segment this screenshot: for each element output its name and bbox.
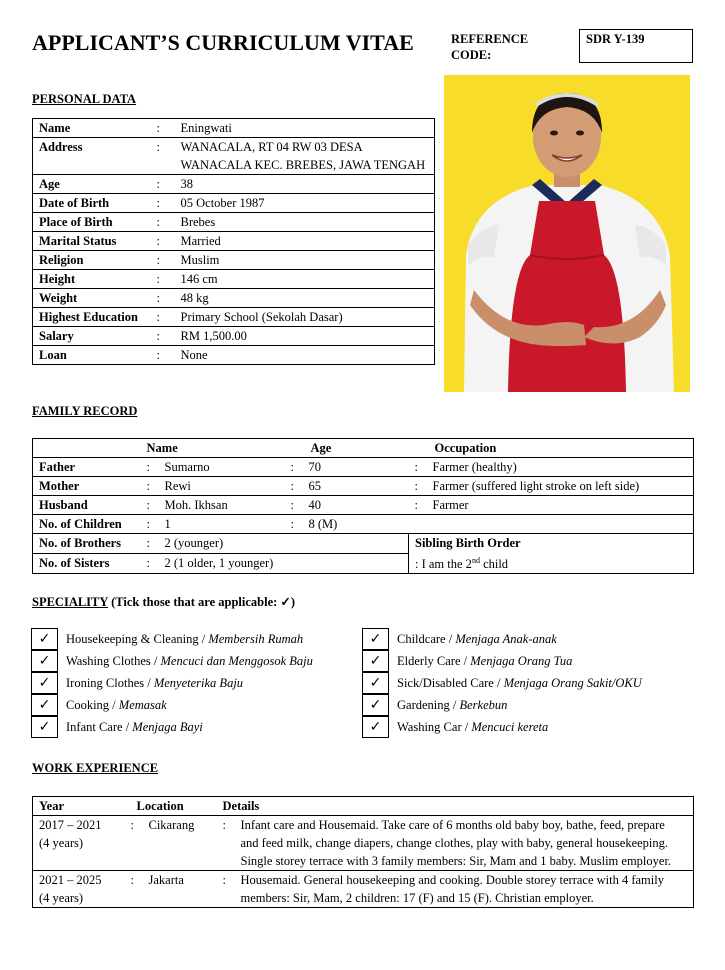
checkbox-checked[interactable]	[362, 694, 389, 716]
work-row	[33, 871, 694, 908]
reference-code-label: REFERENCE CODE:	[451, 32, 529, 62]
checkbox-checked[interactable]	[362, 628, 389, 650]
checkbox-checked[interactable]	[31, 650, 58, 672]
family-row-mother: Mother : Rewi : 65 : Farmer (suffered light stroke on left side)	[33, 477, 694, 496]
work-col-year: Year	[33, 797, 131, 816]
personal-colon: :	[157, 119, 175, 138]
personal-key: Place of Birth	[33, 213, 157, 232]
speciality-ms: Membersih Rumah	[208, 631, 304, 646]
work-location: Cikarang	[149, 816, 223, 871]
speciality-ms: Menyeterika Baju	[153, 675, 244, 690]
personal-row	[33, 327, 435, 346]
speciality-en: Sick/Disabled Care /	[397, 675, 504, 690]
speciality-label	[66, 654, 313, 669]
work-row	[33, 816, 694, 871]
personal-colon: :	[157, 251, 175, 270]
family-row-children: No. of Children : 1 : 8 (M)	[33, 515, 694, 534]
personal-row	[33, 270, 435, 289]
personal-key: Religion	[33, 251, 157, 270]
check-icon: ✓	[369, 653, 382, 669]
family-occupation: Farmer (healthy)	[427, 458, 694, 477]
personal-colon: :	[157, 289, 175, 308]
checkbox-checked[interactable]	[31, 672, 58, 694]
sibling-order-prefix: : I am the 2	[415, 557, 472, 572]
sibling-order-sup: nd	[471, 556, 480, 565]
work-details: Infant care and Housemaid. Take care of 6 months old baby boy, bathe, feed, prepare and feed milk, change diapers, change clothes, play with baby, general housekeeping. Single storey terrace with 3 family members: Sir, Mam and 1 baby. Muslim employer.	[241, 816, 694, 871]
personal-row	[33, 213, 435, 232]
personal-key: Height	[33, 270, 157, 289]
personal-value: None	[175, 346, 435, 365]
reference-code-value: SDR Y-139	[579, 29, 693, 63]
family-row-sisters: No. of Sisters : 2 (1 older, 1 younger)	[33, 554, 694, 574]
personal-key: Marital Status	[33, 232, 157, 251]
speciality-en: Infant Care /	[66, 719, 133, 734]
checkbox-checked[interactable]	[31, 694, 58, 716]
speciality-item	[362, 694, 507, 716]
speciality-heading: SPECIALITY	[32, 595, 108, 609]
personal-colon: :	[157, 175, 175, 194]
personal-value: Married	[175, 232, 435, 251]
personal-key: Age	[33, 175, 157, 194]
personal-value: Brebes	[175, 213, 435, 232]
sisters-value: 2 (1 older, 1 younger)	[159, 554, 409, 574]
check-icon: ✓	[369, 631, 382, 647]
personal-key: Address	[33, 138, 157, 175]
personal-value: RM 1,500.00	[175, 327, 435, 346]
family-name: Moh. Ikhsan	[159, 496, 285, 515]
work-col-details: Details	[223, 797, 694, 816]
work-year: 2021 – 2025	[39, 873, 102, 887]
speciality-item	[31, 716, 203, 738]
work-year-cell	[33, 871, 131, 908]
speciality-heading-line	[32, 594, 295, 610]
work-details: Housemaid. General housekeeping and cooking. Double storey terrace with 4 family members: Sir, Mam, 2 children: 17 (F) and 15 (F). Christian employer.	[241, 871, 694, 908]
personal-data-table	[32, 118, 435, 365]
speciality-label	[397, 720, 548, 735]
speciality-ms: Memasak	[118, 697, 167, 712]
checkbox-checked[interactable]	[362, 672, 389, 694]
speciality-en: Elderly Care /	[397, 653, 471, 668]
speciality-label	[397, 676, 642, 691]
work-col-location: Location	[131, 797, 223, 816]
personal-row	[33, 346, 435, 365]
speciality-ms: Menjaga Orang Sakit/OKU	[503, 675, 642, 690]
work-duration: (4 years)	[39, 836, 84, 850]
speciality-en: Cooking /	[66, 697, 119, 712]
family-row-husband: Husband : Moh. Ikhsan : 40 : Farmer	[33, 496, 694, 515]
personal-row	[33, 251, 435, 270]
speciality-ms: Menjaga Anak-anak	[455, 631, 557, 646]
personal-colon: :	[157, 327, 175, 346]
family-label: No. of Sisters	[33, 554, 141, 574]
family-name: Rewi	[159, 477, 285, 496]
checkbox-checked[interactable]	[362, 650, 389, 672]
speciality-en: Housekeeping & Cleaning /	[66, 631, 209, 646]
applicant-photo	[444, 75, 690, 392]
work-colon: :	[131, 816, 149, 871]
check-icon: ✓	[38, 697, 51, 713]
speciality-note: (Tick those that are applicable: ✓)	[111, 595, 296, 609]
checkbox-checked[interactable]	[31, 716, 58, 738]
personal-colon: :	[157, 308, 175, 327]
personal-row	[33, 175, 435, 194]
check-icon: ✓	[38, 675, 51, 691]
personal-data-heading: PERSONAL DATA	[32, 92, 137, 106]
family-occupation: Farmer	[427, 496, 694, 515]
speciality-label	[66, 632, 303, 647]
family-col-occupation: Occupation	[409, 439, 694, 458]
personal-value: Eningwati	[175, 119, 435, 138]
speciality-label	[397, 698, 507, 713]
children-count: 1	[159, 515, 285, 534]
check-icon: ✓	[38, 631, 51, 647]
personal-row	[33, 232, 435, 251]
children-ages: 8 (M)	[303, 515, 409, 534]
personal-value: Muslim	[175, 251, 435, 270]
family-row-brothers: No. of Brothers : 2 (younger) Sibling Birth Order : I am the 2nd child	[33, 534, 694, 554]
family-label: No. of Children	[33, 515, 141, 534]
family-age: 70	[303, 458, 409, 477]
speciality-ms: Mencuci dan Menggosok Baju	[160, 653, 313, 668]
check-icon: ✓	[369, 675, 382, 691]
family-age: 65	[303, 477, 409, 496]
speciality-label	[66, 698, 167, 713]
family-row-father: Father : Sumarno : 70 : Farmer (healthy)	[33, 458, 694, 477]
personal-row	[33, 289, 435, 308]
speciality-en: Childcare /	[397, 631, 456, 646]
check-icon: ✓	[38, 719, 51, 735]
personal-key: Name	[33, 119, 157, 138]
speciality-item	[362, 672, 642, 694]
sibling-birth-order	[409, 534, 694, 574]
speciality-item	[362, 650, 572, 672]
personal-key: Salary	[33, 327, 157, 346]
personal-value: 05 October 1987	[175, 194, 435, 213]
personal-key: Date of Birth	[33, 194, 157, 213]
sibling-order-label: Sibling Birth Order	[415, 536, 521, 550]
personal-row	[33, 138, 435, 175]
work-experience-heading: WORK EXPERIENCE	[32, 761, 159, 775]
work-colon: :	[223, 871, 241, 908]
check-icon: ✓	[38, 653, 51, 669]
work-year-cell	[33, 816, 131, 871]
family-label: Mother	[33, 477, 141, 496]
family-col-name: Name	[141, 439, 285, 458]
work-colon: :	[131, 871, 149, 908]
speciality-item	[31, 694, 167, 716]
family-label: Husband	[33, 496, 141, 515]
work-experience-table	[32, 796, 694, 908]
work-location: Jakarta	[149, 871, 223, 908]
brothers-value: 2 (younger)	[159, 534, 409, 554]
work-year: 2017 – 2021	[39, 818, 102, 832]
speciality-ms: Menjaga Bayi	[132, 719, 203, 734]
family-age: 40	[303, 496, 409, 515]
personal-colon: :	[157, 194, 175, 213]
personal-row	[33, 308, 435, 327]
speciality-item	[362, 716, 548, 738]
sibling-order-value	[415, 552, 687, 573]
speciality-ms: Mencuci kereta	[471, 719, 549, 734]
personal-value: 48 kg	[175, 289, 435, 308]
personal-key: Highest Education	[33, 308, 157, 327]
speciality-en: Ironing Clothes /	[66, 675, 154, 690]
check-icon: ✓	[369, 719, 382, 735]
checkbox-checked[interactable]	[362, 716, 389, 738]
family-label: No. of Brothers	[33, 534, 141, 554]
personal-value: 146 cm	[175, 270, 435, 289]
personal-value: WANACALA, RT 04 RW 03 DESA WANACALA KEC. BREBES, JAWA TENGAH	[175, 138, 435, 175]
speciality-label	[66, 720, 203, 735]
personal-colon: :	[157, 232, 175, 251]
check-icon: ✓	[369, 697, 382, 713]
personal-key: Loan	[33, 346, 157, 365]
speciality-label	[397, 654, 572, 669]
personal-value: 38	[175, 175, 435, 194]
personal-row	[33, 119, 435, 138]
speciality-item	[31, 650, 313, 672]
personal-colon: :	[157, 346, 175, 365]
personal-row	[33, 194, 435, 213]
family-occupation: Farmer (suffered light stroke on left side)	[427, 477, 694, 496]
speciality-en: Gardening /	[397, 697, 460, 712]
speciality-item	[362, 628, 557, 650]
page-title: APPLICANT’S CURRICULUM VITAE	[32, 30, 414, 55]
personal-key: Weight	[33, 289, 157, 308]
speciality-item	[31, 672, 243, 694]
family-name: Sumarno	[159, 458, 285, 477]
personal-colon: :	[157, 213, 175, 232]
personal-value: Primary School (Sekolah Dasar)	[175, 308, 435, 327]
speciality-ms: Berkebun	[459, 697, 508, 712]
speciality-label	[397, 632, 557, 647]
speciality-item	[31, 628, 303, 650]
speciality-en: Washing Car /	[397, 719, 472, 734]
sibling-order-suffix: child	[479, 557, 509, 572]
speciality-label	[66, 676, 243, 691]
family-label: Father	[33, 458, 141, 477]
work-duration: (4 years)	[39, 891, 84, 905]
family-record-heading: FAMILY RECORD	[32, 404, 138, 418]
speciality-ms: Menjaga Orang Tua	[470, 653, 573, 668]
family-col-age: Age	[285, 439, 409, 458]
personal-colon: :	[157, 270, 175, 289]
personal-colon: :	[157, 138, 175, 175]
speciality-en: Washing Clothes /	[66, 653, 161, 668]
family-record-table	[32, 438, 694, 574]
checkbox-checked[interactable]	[31, 628, 58, 650]
work-colon: :	[223, 816, 241, 871]
